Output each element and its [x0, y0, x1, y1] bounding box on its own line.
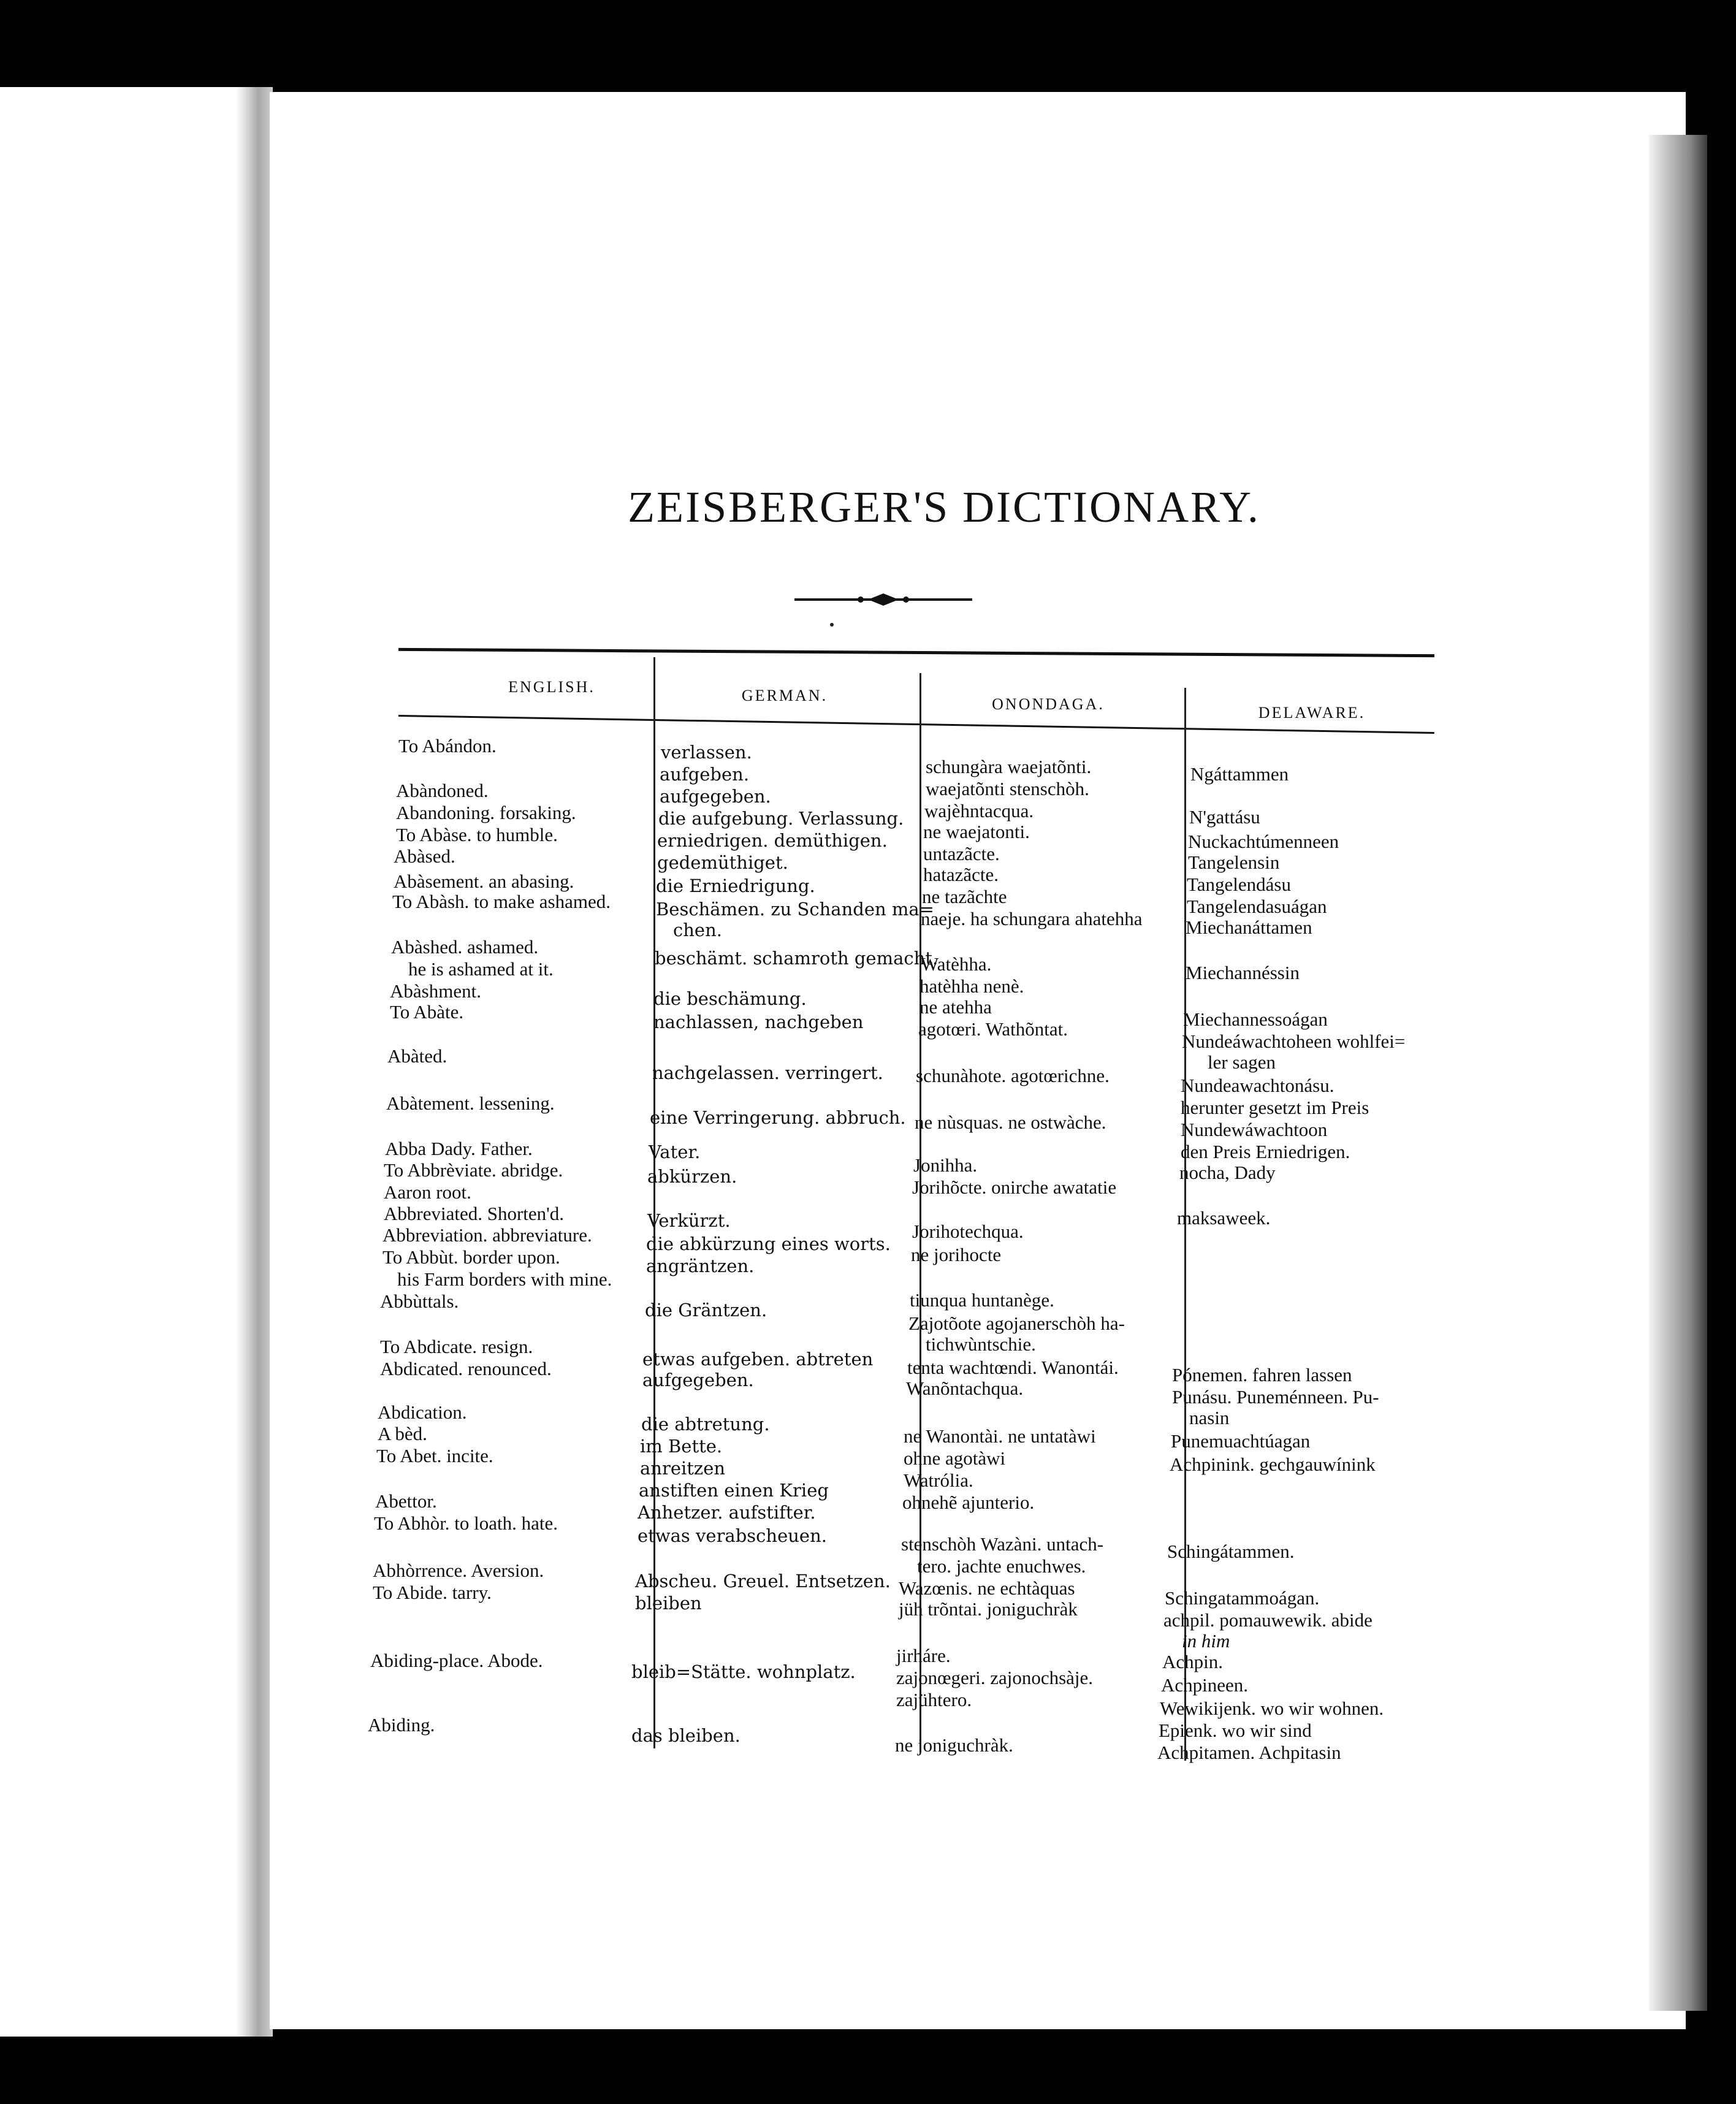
- delaware-entry: Nuckachtúmenneen: [1188, 831, 1339, 852]
- delaware-entry: den Preis Erniedrigen.: [1181, 1141, 1350, 1162]
- german-entry: das bleiben.: [631, 1725, 740, 1746]
- german-entry: etwas aufgeben. abtreten: [642, 1349, 874, 1370]
- onondaga-entry: hatazãcte.: [923, 864, 999, 885]
- german-entry: nachlassen, nachgeben: [653, 1012, 864, 1032]
- delaware-entry: Epienk. wo wir sind: [1159, 1720, 1312, 1741]
- delaware-entry: Punásu. Puneménneen. Pu-: [1172, 1386, 1379, 1408]
- delaware-entry: N'gattásu: [1189, 806, 1260, 828]
- english-entry: Abàshment.: [390, 980, 481, 1002]
- german-entry: die beschämung.: [653, 988, 807, 1009]
- onondaga-entry: hatèhha nenè.: [919, 975, 1024, 997]
- title-ornament: [794, 589, 972, 611]
- german-entry: bleib=Stätte. wohnplatz.: [631, 1661, 856, 1682]
- onondaga-entry: zajonœgeri. zajonochsàje.: [896, 1667, 1094, 1688]
- onondaga-entry: Wazœnis. ne echtàquas: [899, 1577, 1075, 1599]
- onondaga-entry: ne jorihocte: [911, 1244, 1002, 1265]
- english-entry: Abandoning. forsaking.: [396, 802, 576, 823]
- onondaga-entry: tenta wachtœndi. Wanontái.: [907, 1357, 1119, 1378]
- english-entry: Abbùttals.: [380, 1290, 459, 1312]
- german-entry: abkürzen.: [647, 1166, 737, 1187]
- onondaga-entry: wajèhntacqua.: [924, 800, 1034, 821]
- german-entry: die Gräntzen.: [645, 1300, 767, 1321]
- column-header-english: ENGLISH.: [508, 678, 595, 696]
- delaware-entry: Schingátammen.: [1167, 1541, 1295, 1562]
- german-entry: verlassen.: [661, 742, 752, 763]
- left-page: [0, 87, 242, 2037]
- english-entry: To Abet. incite.: [376, 1445, 493, 1466]
- english-entry: Aaron root.: [384, 1181, 471, 1203]
- book-gutter: [236, 87, 273, 2037]
- delaware-entry: Miechanáttamen: [1186, 917, 1312, 938]
- delaware-entry: Nundewáwachtoon: [1181, 1119, 1328, 1140]
- delaware-entry: Miechannessoágan: [1183, 1008, 1328, 1030]
- german-entry: erniedrigen. demüthigen.: [657, 830, 888, 851]
- onondaga-entry: ne tazãchte: [922, 886, 1007, 907]
- column-header-german: GERMAN.: [741, 687, 828, 704]
- onondaga-entry: ne atehha: [919, 996, 992, 1018]
- german-entry: aufgegeben.: [660, 786, 771, 807]
- delaware-entry: nasin: [1189, 1407, 1230, 1428]
- column-header-onondaga: ONONDAGA.: [992, 695, 1105, 713]
- german-entry: Verkürzt.: [647, 1210, 731, 1231]
- english-entry: Abiding-place. Abode.: [370, 1650, 543, 1671]
- delaware-entry: Achpitamen. Achpitasin: [1157, 1742, 1341, 1763]
- onondaga-entry: tichwùntschie.: [926, 1333, 1036, 1355]
- english-entry: To Abándon.: [398, 735, 497, 757]
- onondaga-entry: Zajotõote agojanerschòh ha-: [908, 1313, 1125, 1334]
- onondaga-entry: ohnehẽ ajunterio.: [902, 1492, 1035, 1513]
- onondaga-entry: Jorihotechqua.: [912, 1221, 1024, 1242]
- onondaga-entry: stenschòh Wazàni. untach-: [901, 1533, 1104, 1555]
- delaware-entry: Achpinink. gechgauwínink: [1170, 1454, 1376, 1475]
- german-entry: die aufgebung. Verlassung.: [658, 808, 904, 829]
- page-edge: [1649, 135, 1707, 2011]
- onondaga-entry: Wanõntachqua.: [906, 1378, 1024, 1399]
- english-entry: Abhòrrence. Aversion.: [373, 1560, 544, 1581]
- german-entry: bleiben: [635, 1593, 702, 1614]
- english-entry: Abàted.: [387, 1045, 447, 1067]
- delaware-entry: Schingatammoágan.: [1165, 1587, 1320, 1609]
- onondaga-entry: ne nùsquas. ne ostwàche.: [915, 1111, 1106, 1133]
- onondaga-entry: ne waejatonti.: [923, 821, 1030, 842]
- delaware-entry: Tangelensin: [1188, 852, 1280, 873]
- delaware-entry: Nundeáwachtoheen wohlfei=: [1182, 1031, 1406, 1052]
- german-entry: die abtretung.: [641, 1414, 770, 1435]
- onondaga-entry: ohne agotàwi: [904, 1447, 1006, 1469]
- german-entry: aufgegeben.: [642, 1370, 754, 1390]
- delaware-entry: Tangelendásu: [1187, 874, 1291, 895]
- english-entry: he is ashamed at it.: [408, 958, 554, 980]
- german-entry: im Bette.: [640, 1436, 723, 1457]
- english-entry: Abiding.: [368, 1714, 435, 1736]
- german-entry: beschämt. schamroth gemacht.: [655, 948, 938, 969]
- english-entry: his Farm borders with mine.: [397, 1268, 612, 1290]
- onondaga-entry: tiunqua huntanège.: [910, 1289, 1054, 1311]
- onondaga-entry: Watèhha.: [921, 953, 992, 975]
- english-entry: Abàtement. lessening.: [386, 1092, 555, 1114]
- onondaga-entry: zajühtero.: [896, 1689, 972, 1710]
- delaware-entry: in him: [1182, 1630, 1230, 1652]
- english-entry: To Abbrèviate. abridge.: [384, 1159, 563, 1181]
- onondaga-entry: ne Wanontài. ne untatàwi: [904, 1425, 1096, 1447]
- delaware-entry: Tangelendasuágan: [1187, 896, 1327, 917]
- german-entry: anreitzen: [640, 1458, 726, 1479]
- delaware-entry: Miechannéssin: [1186, 962, 1300, 983]
- delaware-entry: maksaweek.: [1177, 1207, 1271, 1229]
- english-entry: A bèd.: [378, 1423, 427, 1444]
- delaware-entry: Nundeawachtonásu.: [1181, 1075, 1334, 1096]
- english-entry: Abba Dady. Father.: [385, 1138, 533, 1159]
- delaware-entry: Pónemen. fahren lassen: [1172, 1364, 1352, 1386]
- onondaga-entry: untazãcte.: [923, 843, 1000, 864]
- english-entry: Abdication.: [378, 1401, 467, 1423]
- english-entry: To Abàse. to humble.: [396, 824, 558, 845]
- page-title: ZEISBERGER'S DICTIONARY.: [628, 482, 1260, 532]
- german-entry: Abscheu. Greuel. Entsetzen.: [635, 1571, 891, 1591]
- onondaga-entry: Watrólia.: [904, 1469, 973, 1491]
- english-entry: Abdicated. renounced.: [380, 1358, 552, 1379]
- delaware-entry: herunter gesetzt im Preis: [1181, 1097, 1369, 1118]
- delaware-entry: Achpin.: [1162, 1651, 1224, 1672]
- german-entry: Vater.: [649, 1142, 701, 1162]
- onondaga-entry: tero. jachte enuchwes.: [917, 1555, 1086, 1577]
- german-entry: etwas verabscheuen.: [638, 1525, 827, 1546]
- onondaga-entry: ne joniguchràk.: [895, 1734, 1013, 1756]
- english-entry: To Abide. tarry.: [373, 1582, 492, 1603]
- english-entry: Abàshed. ashamed.: [391, 936, 539, 958]
- onondaga-entry: jirháre.: [896, 1645, 951, 1666]
- delaware-entry: Achpineen.: [1161, 1674, 1249, 1696]
- german-entry: Anhetzer. aufstifter.: [638, 1502, 816, 1523]
- german-entry: chen.: [673, 920, 722, 940]
- onondaga-entry: jüh trõntai. joniguchràk: [899, 1598, 1078, 1620]
- german-entry: Beschämen. zu Schanden ma=: [656, 899, 934, 920]
- onondaga-entry: naeje. ha schungara ahatehha: [921, 908, 1143, 929]
- english-entry: To Abàte.: [390, 1001, 464, 1023]
- onondaga-entry: schunàhote. agotœrichne.: [916, 1065, 1110, 1086]
- german-entry: die Erniedrigung.: [656, 875, 815, 896]
- german-entry: angräntzen.: [646, 1256, 755, 1276]
- english-entry: Abàsement. an abasing.: [394, 871, 574, 892]
- delaware-entry: Wewikijenk. wo wir wohnen.: [1160, 1698, 1384, 1719]
- german-entry: anstiften einen Krieg: [639, 1480, 829, 1501]
- english-entry: Abbreviated. Shorten'd.: [384, 1203, 564, 1224]
- english-entry: To Abdicate. resign.: [380, 1336, 533, 1357]
- delaware-entry: Ngáttammen: [1190, 763, 1289, 785]
- english-entry: Abettor.: [375, 1490, 437, 1512]
- onondaga-entry: Jonihha.: [913, 1154, 978, 1176]
- onondaga-entry: waejatõnti stenschòh.: [926, 778, 1089, 799]
- english-entry: To Abhòr. to loath. hate.: [374, 1512, 558, 1534]
- onondaga-entry: Jorihõcte. onirche awatatie: [912, 1176, 1117, 1198]
- delaware-entry: nocha, Dady: [1179, 1162, 1276, 1183]
- delaware-entry: achpil. pomauwewik. abide: [1163, 1609, 1372, 1631]
- english-entry: Abbreviation. abbreviature.: [383, 1224, 592, 1246]
- ornament-dot: [830, 623, 834, 627]
- delaware-entry: Punemuachtúagan: [1171, 1430, 1311, 1452]
- german-entry: nachgelassen. verringert.: [652, 1062, 883, 1083]
- onondaga-entry: agotœri. Wathõntat.: [918, 1018, 1068, 1040]
- column-header-delaware: DELAWARE.: [1258, 704, 1366, 722]
- german-entry: aufgeben.: [660, 764, 750, 785]
- english-entry: To Abbùt. border upon.: [383, 1246, 560, 1268]
- onondaga-entry: schungàra waejatõnti.: [926, 756, 1092, 777]
- english-entry: To Abàsh. to make ashamed.: [392, 891, 611, 912]
- german-entry: die abkürzung eines worts.: [646, 1233, 891, 1254]
- delaware-entry: ler sagen: [1208, 1051, 1276, 1073]
- english-entry: Abàndoned.: [396, 780, 489, 801]
- english-entry: Abàsed.: [394, 845, 455, 867]
- german-entry: gedemüthiget.: [657, 852, 788, 873]
- german-entry: eine Verringerung. abbruch.: [650, 1107, 906, 1128]
